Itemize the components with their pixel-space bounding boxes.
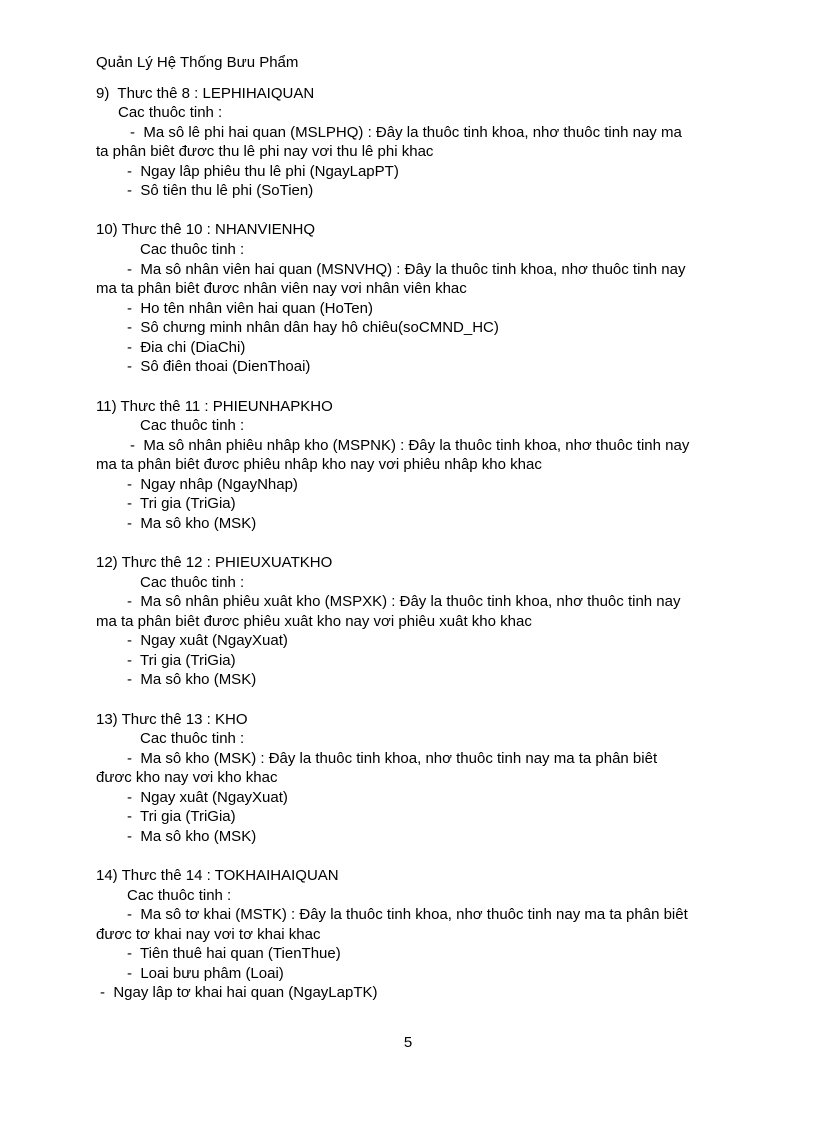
attribute-item: - Ma sô kho (MSK): [127, 515, 257, 532]
attribute-item: - Ngay xuât (NgayXuat): [127, 789, 288, 806]
page-title: Quản Lý Hệ Thống Bưu Phẩm: [96, 54, 299, 71]
attribute-item: - Ngay lâp tơ khai hai quan (NgayLapTK): [100, 984, 378, 1001]
section-heading: 10) Thưc thê 10 : NHANVIENHQ: [96, 221, 316, 238]
attribute-item: - Tri gia (TriGia): [127, 652, 236, 669]
section-heading: 14) Thưc thê 14 : TOKHAIHAIQUAN: [96, 867, 339, 884]
key-attribute-line: - Ma sô nhân phiêu nhâp kho (MSPNK) : Đây la thuôc tinh khoa, nhơ thuôc tinh nay: [130, 437, 690, 454]
attribute-item: - Loai bưu phâm (Loai): [127, 965, 284, 982]
attributes-label: Cac thuôc tinh :: [140, 730, 245, 747]
attribute-item: - Sô điên thoai (DienThoai): [127, 358, 311, 375]
attribute-item: - Ho tên nhân viên hai quan (HoTen): [127, 300, 373, 317]
attribute-item: - Sô tiên thu lê phi (SoTien): [127, 182, 314, 199]
attribute-item: - Tri gia (TriGia): [127, 808, 236, 825]
key-attribute-line: ma ta phân biêt đươc phiêu nhâp kho nay vơi phiêu nhâp kho khac: [96, 456, 542, 473]
key-attribute-line: đươc kho nay vơi kho khac: [96, 769, 278, 786]
attribute-item: - Ngay lâp phiêu thu lê phi (NgayLapPT): [127, 163, 399, 180]
section-heading: 9) Thưc thê 8 : LEPHIHAIQUAN: [96, 85, 315, 102]
attributes-label: Cac thuôc tinh :: [140, 574, 245, 591]
key-attribute-line: ma ta phân biêt đươc nhân viên nay vơi nhân viên khac: [96, 280, 467, 297]
attributes-label: Cac thuôc tinh :: [127, 887, 232, 904]
key-attribute-line: ta phân biêt đươc thu lê phi nay vơi thu lê phi khac: [96, 143, 434, 160]
attribute-item: - Tri gia (TriGia): [127, 495, 236, 512]
key-attribute-line: - Ma sô nhân phiêu xuât kho (MSPXK) : Đây la thuôc tinh khoa, nhơ thuôc tinh nay: [127, 593, 681, 610]
section-heading: 11) Thưc thê 11 : PHIEUNHAPKHO: [96, 398, 333, 415]
key-attribute-line: - Ma sô nhân viên hai quan (MSNVHQ) : Đây la thuôc tinh khoa, nhơ thuôc tinh nay: [127, 261, 686, 278]
attribute-item: - Sô chưng minh nhân dân hay hô chiêu(soCMND_HC): [127, 319, 499, 336]
attributes-label: Cac thuôc tinh :: [118, 104, 223, 121]
key-attribute-line: đươc tơ khai nay vơi tơ khai khac: [96, 926, 321, 943]
section-heading: 12) Thưc thê 12 : PHIEUXUATKHO: [96, 554, 333, 571]
key-attribute-line: - Ma sô lê phi hai quan (MSLPHQ) : Đây la thuôc tinh khoa, nhơ thuôc tinh nay ma: [130, 124, 682, 141]
attribute-item: - Tiên thuê hai quan (TienThue): [127, 945, 341, 962]
attributes-label: Cac thuôc tinh :: [140, 417, 245, 434]
attribute-item: - Ngay xuât (NgayXuat): [127, 632, 288, 649]
key-attribute-line: ma ta phân biêt đươc phiêu xuât kho nay vơi phiêu xuât kho khac: [96, 613, 532, 630]
page-number: 5: [403, 1034, 413, 1051]
attribute-item: - Ma sô kho (MSK): [127, 828, 257, 845]
key-attribute-line: - Ma sô kho (MSK) : Đây la thuôc tinh khoa, nhơ thuôc tinh nay ma ta phân biêt: [127, 750, 658, 767]
attributes-label: Cac thuôc tinh :: [140, 241, 245, 258]
attribute-item: - Ngay nhâp (NgayNhap): [127, 476, 298, 493]
section-heading: 13) Thưc thê 13 : KHO: [96, 711, 248, 728]
attribute-item: - Đia chi (DiaChi): [127, 339, 246, 356]
key-attribute-line: - Ma sô tơ khai (MSTK) : Đây la thuôc tinh khoa, nhơ thuôc tinh nay ma ta phân biêt: [127, 906, 688, 923]
attribute-item: - Ma sô kho (MSK): [127, 671, 257, 688]
